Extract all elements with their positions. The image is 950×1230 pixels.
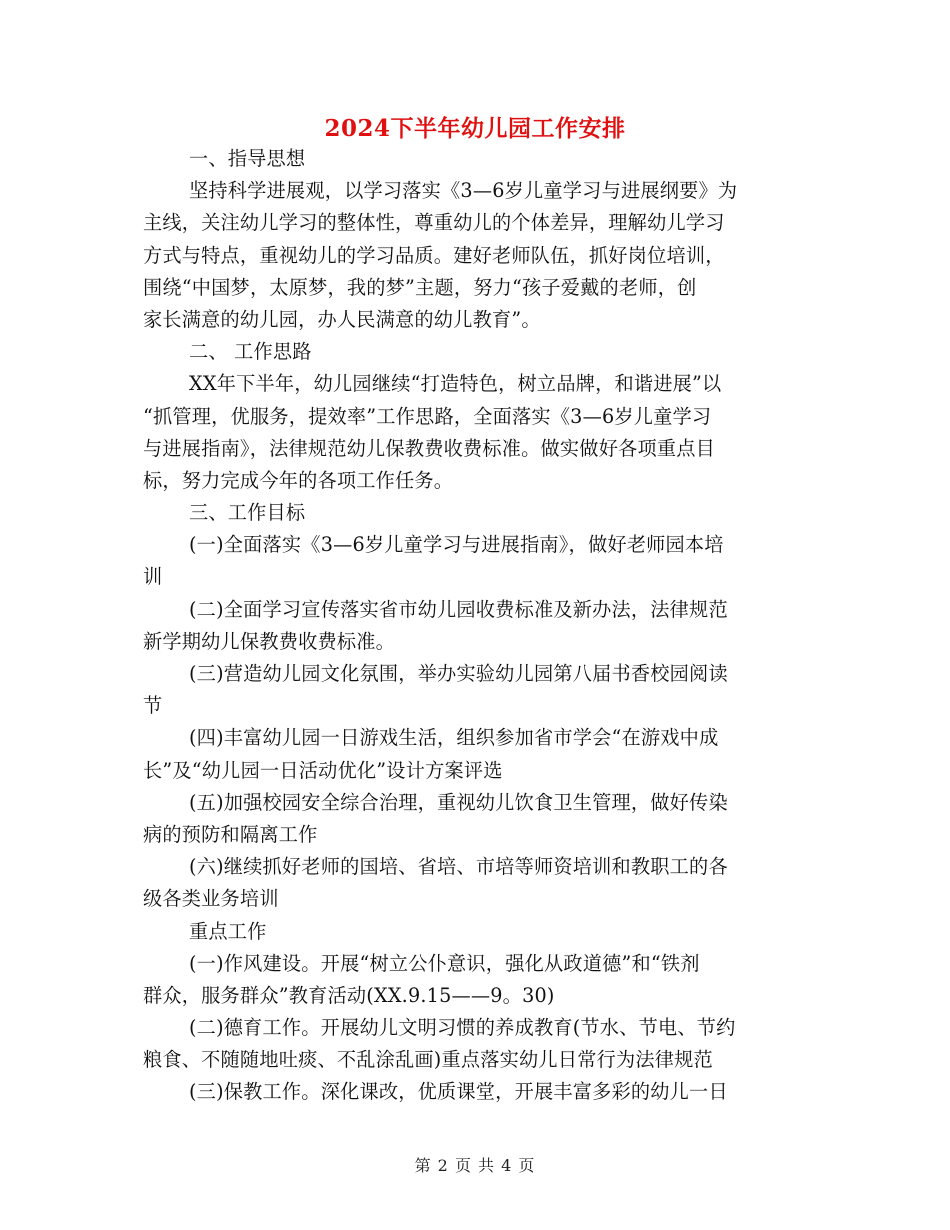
list-item-line: 群众，服务群众”教育活动(XX.9.15——9。30): [143, 983, 555, 1007]
list-item-line: (二)德育工作。开展幼儿文明习惯的养成教育(节水、节电、节约: [189, 1016, 736, 1040]
list-item-line: 病的预防和隔离工作: [143, 822, 318, 846]
list-item-line: 训: [143, 565, 163, 589]
paragraph-line: 主线，关注幼儿学习的整体性，尊重幼儿的个体差异，理解幼儿学习: [143, 211, 725, 235]
list-item-line: (四)丰富幼儿园一日游戏生活，组织参加省市学会“在游戏中成: [189, 726, 719, 750]
list-item-line: 粮食、不随随地吐痰、不乱涂乱画)重点落实幼儿日常行为法律规范: [143, 1048, 713, 1072]
list-item-line: (六)继续抓好老师的国培、省培、市培等师资培训和教职工的各: [189, 855, 728, 879]
paragraph-line: XX年下半年，幼儿园继续“打造特色，树立品牌，和谐进展”以: [189, 372, 722, 396]
paragraph-line: 坚持科学进展观，以学习落实《3—6岁儿童学习与进展纲要》为: [189, 179, 738, 203]
document-title: 2024下半年幼儿园工作安排: [324, 115, 626, 142]
list-item-line: (五)加强校园安全综合治理，重视幼儿饮食卫生管理，做好传染: [189, 790, 728, 814]
list-item-line: 长”及“幼儿园一日活动优化”设计方案评选: [143, 758, 503, 782]
list-item-line: 节: [143, 694, 163, 718]
section-heading: 二、 工作思路: [189, 340, 312, 364]
paragraph-line: 与进展指南》，法律规范幼儿保教费收费标准。做实做好各项重点目: [143, 436, 716, 460]
section-heading: 一、指导思想: [189, 147, 306, 170]
list-item-line: 级各类业务培训: [143, 887, 279, 911]
list-item-line: (一)作风建设。开展“树立公仆意识，强化从政道德”和“铁剂: [189, 951, 700, 975]
page-footer: 第 2 页 共 4 页: [414, 1156, 536, 1175]
list-item-line: (三)营造幼儿园文化氛围，举办实验幼儿园第八届书香校园阅读: [189, 662, 728, 685]
paragraph-line: 标，努力完成今年的各项工作任务。: [143, 468, 454, 492]
list-item-line: (一)全面落实《3—6岁儿童学习与进展指南》，做好老师园本培: [189, 533, 724, 557]
section-heading: 三、工作目标: [189, 501, 306, 525]
document-body: [143, 143, 803, 1109]
paragraph-line: 方式与特点，重视幼儿的学习品质。建好老师队伍，抓好岗位培训，: [143, 243, 725, 267]
section-heading: 重点工作: [189, 919, 267, 943]
list-item-line: (二)全面学习宣传落实省市幼儿园收费标准及新办法，法律规范: [189, 597, 728, 621]
paragraph-line: 围绕“中国梦，太原梦，我的梦”主题，努力“孩子爱戴的老师，创: [143, 275, 697, 299]
list-item-line: (三)保教工作。深化课改，优质课堂，开展丰富多彩的幼儿一日: [189, 1080, 728, 1104]
paragraph-line: “抓管理，优服务，提效率”工作思路，全面落实《3—6岁儿童学习: [143, 404, 712, 428]
paragraph-line: 家长满意的幼儿园，办人民满意的幼儿教育”。: [143, 307, 541, 331]
list-item-line: 新学期幼儿保教费收费标准。: [143, 629, 396, 653]
